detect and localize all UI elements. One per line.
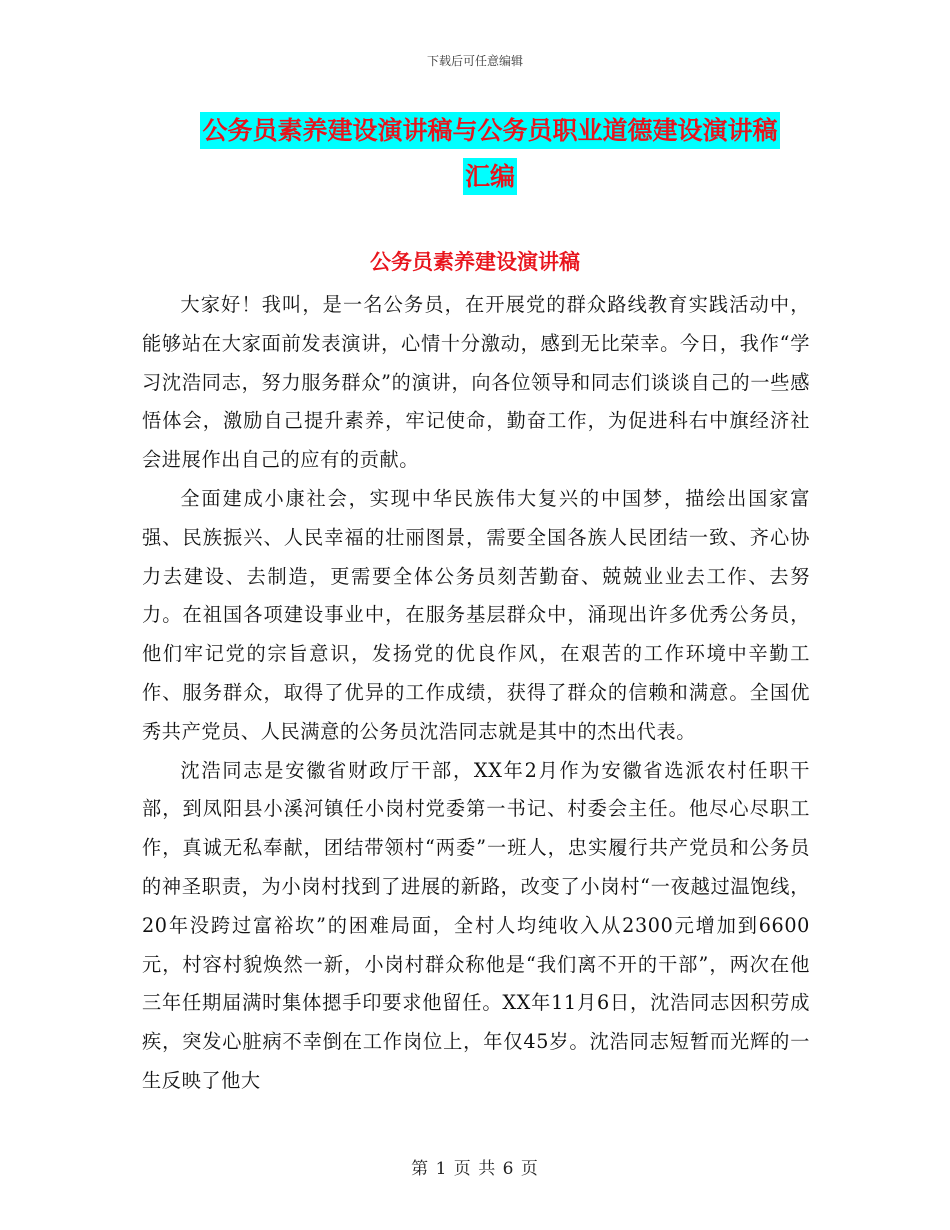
document-title bbox=[140, 108, 840, 200]
paragraph: 全面建成小康社会，实现中华民族伟大复兴的中国梦，描绘出国家富强、民族振兴、人民幸福的壮丽图景，需要全国各族人民团结一致、齐心协力去建设、去制造，更需要全体公务员刻苦勤奋、兢兢业业去工作、去努力。在祖国各项建设事业中，在服务基层群众中，涌现出许多优秀公务员，他们牢记党的宗旨意识，发扬党的优良作风，在艰苦的工作环境中辛勤工作、服务群众，取得了优异的工作成绩，获得了群众的信赖和满意。全国优秀共产党员、人民满意的公务员沈浩同志就是其中的杰出代表。 bbox=[142, 486, 810, 743]
paragraph: 大家好！我叫，是一名公务员，在开展党的群众路线教育实践活动中，能够站在大家面前发表演讲，心情十分激动，感到无比荣幸。今日，我作“学习沈浩同志，努力服务群众”的演讲，向各位领导和同志们谈谈自己的一些感悟体会，激励自己提升素养，牢记使命，勤奋工作，为促进科右中旗经济社会进展作出自己的应有的贡献。 bbox=[142, 293, 810, 472]
paragraph: 沈浩同志是安徽省财政厅干部，XX年2月作为安徽省选派农村任职干部，到凤阳县小溪河镇任小岗村党委第一书记、村委会主任。他尽心尽职工作，真诚无私奉献，团结带领村“两委”一班人，忠实履行共产党员和公务员的神圣职责，为小岗村找到了进展的新路，改变了小岗村“一夜越过温饱线，20年没跨过富裕坎”的困难局面，全村人均纯收入从2300元增加到6600元，村容村貌焕然一新，小岗村群众称他是“我们离不开的干部”，两次在他三年任期届满时集体摁手印要求他留任。XX年11月6日，沈浩同志因积劳成疾，突发心脏病不幸倒在工作岗位上，年仅45岁。沈浩同志短暂而光辉的一生反映了他大 bbox=[142, 758, 810, 1092]
document-title-line1: 公务员素养建设演讲稿与公务员职业道德建设演讲稿 bbox=[200, 112, 779, 149]
document-title-line2: 汇编 bbox=[463, 158, 517, 195]
body-text bbox=[142, 286, 810, 1101]
section-title: 公务员素养建设演讲稿 bbox=[370, 250, 580, 274]
header-note: 下载后可任意编辑 bbox=[426, 54, 523, 68]
page-footer: 第 1 页 共 6 页 bbox=[411, 1159, 539, 1179]
